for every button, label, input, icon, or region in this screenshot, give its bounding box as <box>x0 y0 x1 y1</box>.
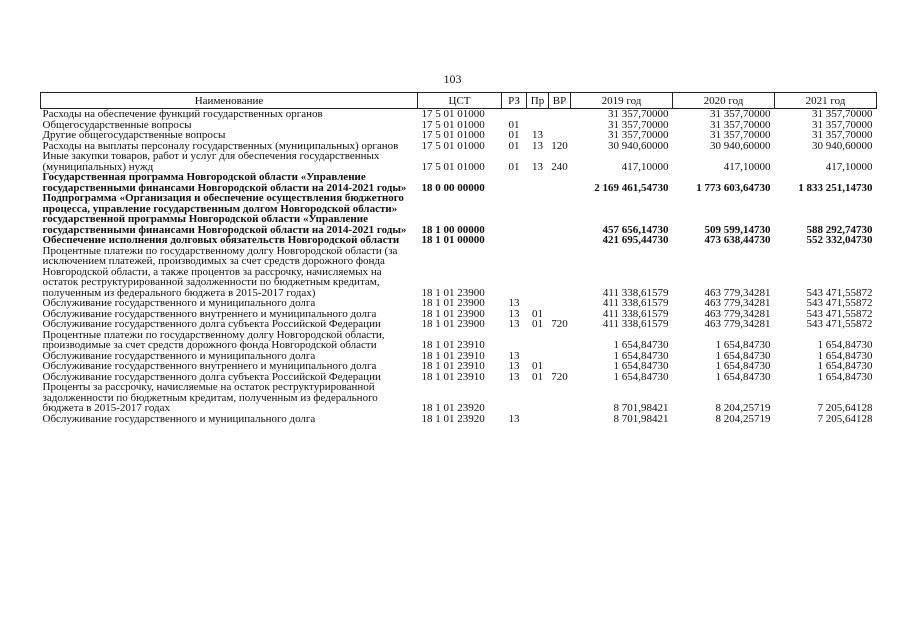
row-vr: 720 <box>551 318 568 330</box>
row-name: Расходы на обеспечение функций государственных органов <box>42 108 323 120</box>
row-value-2019: 411 338,61579 <box>602 286 669 299</box>
row-rz: 13 <box>508 360 520 372</box>
row-name: Процентные платежи по государственному долгу Новгородской области (за исключением платежей, производимых за счет средств дорожного фонда Новгородской области, а также процентов за рассрочку, начисляемых на остаток реструктурированной задолженности по бюджетным кредитам, полученным из федерального бюджета в 2015-2017 годах) <box>42 244 398 299</box>
row-value-2020: 31 357,70000 <box>710 108 771 120</box>
row-pr <box>527 172 549 193</box>
row-name: Общегосударственные вопросы <box>42 118 192 131</box>
row-pr <box>527 330 549 351</box>
row-name: Обслуживание государственного внутреннего и муниципального долга <box>42 307 377 320</box>
row-name: Проценты за рассрочку, начисляемые на остаток реструктурированной задолженности по бюджетным кредитам, полученным из федерального бюджета в 2015-2017 годах <box>42 381 378 414</box>
table-row <box>41 246 877 299</box>
row-value-2021: 1 654,84730 <box>817 349 873 362</box>
row-vr: 120 <box>551 139 568 152</box>
row-value-2019: 30 940,60000 <box>608 139 669 152</box>
row-rz: 13 <box>508 318 520 330</box>
row-name: Государственная программа Новгородской области «Управление государственными финансами Новгородской области на 2014-2021 годы» <box>42 171 407 194</box>
row-rz <box>502 193 527 235</box>
row-value-2019: 411 338,61579 <box>602 307 669 320</box>
row-value-2021: 1 654,84730 <box>817 360 873 372</box>
table-row <box>41 330 877 351</box>
row-value-2021: 30 940,60000 <box>812 139 873 152</box>
row-vr <box>549 246 571 299</box>
table-row <box>41 382 877 414</box>
row-rz: 01 <box>508 118 520 131</box>
row-vr <box>549 120 571 131</box>
row-rz <box>502 382 527 414</box>
row-value-2020: 1 654,84730 <box>715 360 771 372</box>
row-value-2021: 31 357,70000 <box>812 108 873 120</box>
row-value-2021: 31 357,70000 <box>812 129 873 141</box>
row-value-2021: 31 357,70000 <box>812 118 873 131</box>
row-pr: 01 <box>532 370 543 383</box>
row-vr: 240 <box>551 160 568 173</box>
row-value-2019: 31 357,70000 <box>608 118 669 131</box>
row-cst: 18 1 01 23920 <box>421 402 485 414</box>
row-cst: 17 5 01 01000 <box>421 129 485 141</box>
table-row <box>41 151 877 172</box>
header-pr: Пр <box>527 93 549 109</box>
row-cst: 18 1 01 23910 <box>421 370 485 383</box>
row-rz: 13 <box>508 307 520 320</box>
header-2019: 2019 год <box>571 93 673 109</box>
header-2021: 2021 год <box>775 93 877 109</box>
table-row <box>41 414 877 425</box>
row-rz: 13 <box>508 349 520 362</box>
page-number: 103 <box>443 72 462 86</box>
row-value-2020: 1 773 603,64730 <box>696 181 771 194</box>
row-name: Расходы на выплаты персоналу государственных (муниципальных) органов <box>42 139 399 152</box>
row-cst: 17 5 01 01000 <box>421 160 485 173</box>
row-pr <box>527 109 549 120</box>
row-name: Подпрограмма «Организация и обеспечение осуществления бюджетного процесса, управление государственным долгом Новгородской области» государственной программы Новгородской области «Управление государственными финансами Новгородской области на 2014-2021 годы» <box>42 192 407 236</box>
row-pr <box>527 298 549 309</box>
row-rz: 01 <box>508 160 520 173</box>
row-value-2020: 8 204,25719 <box>715 412 771 425</box>
row-cst: 18 0 00 00000 <box>421 181 485 194</box>
row-cst: 17 5 01 01000 <box>421 118 485 131</box>
row-value-2020: 463 779,34281 <box>704 286 771 299</box>
row-name: Обеспечение исполнения долговых обязательств Новгородской области <box>42 234 400 246</box>
table-row <box>41 235 877 246</box>
row-cst: 18 1 01 23910 <box>421 349 485 362</box>
row-value-2019: 1 654,84730 <box>613 349 669 362</box>
row-vr <box>549 109 571 120</box>
row-pr <box>527 414 549 425</box>
row-cst: 18 1 01 23900 <box>421 307 485 320</box>
row-value-2021: 543 471,55872 <box>806 318 873 330</box>
row-name: Обслуживание государственного и муниципального долга <box>42 297 316 309</box>
row-name: Процентные платежи по государственному долгу Новгородской области, производимые за счет средств дорожного фонда Новгородской области <box>42 328 385 351</box>
row-value-2021: 543 471,55872 <box>806 286 873 299</box>
row-pr <box>527 246 549 299</box>
row-value-2020: 1 654,84730 <box>715 339 771 351</box>
row-vr: 720 <box>551 370 568 383</box>
row-value-2020: 31 357,70000 <box>710 129 771 141</box>
row-value-2019: 1 654,84730 <box>613 339 669 351</box>
row-value-2019: 31 357,70000 <box>608 129 669 141</box>
row-name: Иные закупки товаров, работ и услуг для обеспечения государственных (муниципальных) нужд <box>42 150 380 173</box>
row-value-2019: 2 169 461,54730 <box>594 181 669 194</box>
row-cst: 17 5 01 01000 <box>421 139 485 152</box>
row-value-2020: 463 779,34281 <box>704 297 771 309</box>
table-row <box>41 361 877 372</box>
row-value-2020: 31 357,70000 <box>710 118 771 131</box>
row-name: Другие общегосударственные вопросы <box>42 129 226 141</box>
row-value-2019: 31 357,70000 <box>608 108 669 120</box>
row-vr <box>549 382 571 414</box>
row-rz <box>502 172 527 193</box>
row-rz <box>502 246 527 299</box>
row-pr: 01 <box>532 360 543 372</box>
row-value-2020: 1 654,84730 <box>715 349 771 362</box>
row-pr: 13 <box>532 139 543 152</box>
row-rz <box>502 330 527 351</box>
row-vr <box>549 193 571 235</box>
row-rz: 13 <box>508 370 520 383</box>
row-value-2019: 8 701,98421 <box>613 412 669 425</box>
header-name: Наименование <box>41 93 418 109</box>
row-value-2021: 7 205,64128 <box>817 402 873 414</box>
row-cst: 18 1 01 23900 <box>421 286 485 299</box>
row-name: Обслуживание государственного долга субъекта Российской Федерации <box>42 318 381 330</box>
header-rz: РЗ <box>502 93 527 109</box>
row-value-2021: 543 471,55872 <box>806 307 873 320</box>
table-row <box>41 193 877 235</box>
row-value-2020: 30 940,60000 <box>710 139 771 152</box>
row-value-2020: 463 779,34281 <box>704 318 771 330</box>
row-cst: 17 5 01 01000 <box>421 108 485 120</box>
row-pr <box>527 193 549 235</box>
row-rz: 13 <box>508 412 520 425</box>
table-row <box>41 298 877 309</box>
row-value-2019: 1 654,84730 <box>613 370 669 383</box>
row-value-2019: 457 656,14730 <box>602 223 669 236</box>
row-value-2019: 411 338,61579 <box>602 318 669 330</box>
row-rz: 01 <box>508 139 520 152</box>
row-rz <box>502 235 527 246</box>
table-header-row <box>41 93 877 109</box>
row-value-2020: 463 779,34281 <box>704 307 771 320</box>
row-value-2019: 411 338,61579 <box>602 297 669 309</box>
row-value-2020: 1 654,84730 <box>715 370 771 383</box>
row-cst: 18 1 00 00000 <box>421 223 485 236</box>
header-cst: ЦСТ <box>418 93 502 109</box>
row-vr <box>549 298 571 309</box>
table-row <box>41 130 877 141</box>
table-row <box>41 319 877 330</box>
header-2020: 2020 год <box>673 93 775 109</box>
row-pr: 01 <box>532 318 543 330</box>
row-cst: 18 1 01 23920 <box>421 412 485 425</box>
row-value-2020: 509 599,14730 <box>704 223 771 236</box>
row-cst: 18 1 01 23900 <box>421 318 485 330</box>
budget-table <box>40 92 877 424</box>
row-value-2019: 421 695,44730 <box>602 234 669 246</box>
table-row <box>41 109 877 120</box>
row-cst: 18 1 01 23910 <box>421 339 485 351</box>
row-pr: 13 <box>532 129 543 141</box>
row-vr <box>549 330 571 351</box>
header-vr: ВР <box>549 93 571 109</box>
row-vr <box>549 235 571 246</box>
row-value-2021: 7 205,64128 <box>817 412 873 425</box>
row-rz <box>502 109 527 120</box>
row-vr <box>549 172 571 193</box>
row-value-2021: 552 332,04730 <box>806 234 873 246</box>
row-rz: 01 <box>508 129 520 141</box>
row-value-2019: 417,10000 <box>621 160 669 173</box>
row-pr: 13 <box>532 160 543 173</box>
row-vr <box>549 361 571 372</box>
row-pr <box>527 235 549 246</box>
row-cst: 18 1 01 23910 <box>421 360 485 372</box>
row-pr: 01 <box>532 307 543 320</box>
row-value-2019: 1 654,84730 <box>613 360 669 372</box>
row-vr <box>549 414 571 425</box>
row-pr <box>527 382 549 414</box>
row-cst: 18 1 01 00000 <box>421 234 485 246</box>
row-name: Обслуживание государственного и муниципального долга <box>42 349 316 362</box>
row-cst: 18 1 01 23900 <box>421 297 485 309</box>
row-value-2021: 1 833 251,14730 <box>798 181 873 194</box>
row-value-2020: 417,10000 <box>723 160 771 173</box>
row-value-2021: 1 654,84730 <box>817 339 873 351</box>
row-value-2019: 8 701,98421 <box>613 402 669 414</box>
row-name: Обслуживание государственного внутреннего и муниципального долга <box>42 360 377 372</box>
row-vr <box>549 130 571 141</box>
row-value-2021: 1 654,84730 <box>817 370 873 383</box>
row-name: Обслуживание государственного и муниципального долга <box>42 412 316 425</box>
row-vr <box>549 351 571 362</box>
row-name: Обслуживание государственного долга субъекта Российской Федерации <box>42 370 381 383</box>
table-row <box>41 172 877 193</box>
row-rz: 13 <box>508 297 520 309</box>
row-value-2021: 588 292,74730 <box>806 223 873 236</box>
row-value-2020: 8 204,25719 <box>715 402 771 414</box>
row-value-2021: 543 471,55872 <box>806 297 873 309</box>
row-value-2021: 417,10000 <box>825 160 873 173</box>
row-value-2020: 473 638,44730 <box>704 234 771 246</box>
